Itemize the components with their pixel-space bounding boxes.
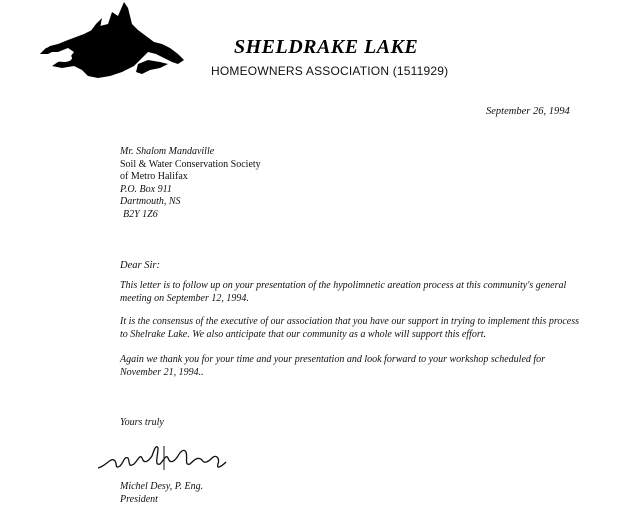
- signer-title: President: [120, 493, 158, 505]
- recipient-address: [120, 146, 261, 222]
- closing: Yours truly: [120, 417, 164, 428]
- letter-date: September 26, 1994: [486, 106, 570, 117]
- recipient-org-line2: of Metro Halifax: [120, 171, 188, 183]
- signer-block: [120, 481, 203, 506]
- signer-name: Michel Desy, P. Eng.: [120, 481, 204, 492]
- org-subtitle: HOMEOWNERS ASSOCIATION (1511929): [211, 64, 449, 78]
- goose-logo: [38, 2, 188, 84]
- recipient-name: Mr. Shalom Mandaville: [120, 146, 215, 157]
- recipient-po-box: P.O. Box 911: [120, 183, 172, 195]
- body-paragraph-2: It is the consensus of the executive of our association that you have our support in trying to implement this process to Shelrake Lake. We also anticipate that our community as a whole will support this effort.: [120, 316, 580, 340]
- recipient-city: Dartmouth, NS: [120, 196, 181, 208]
- body-paragraph-3: Again we thank you for your time and your presentation and look forward to your workshop scheduled for November 21, 1994..: [120, 354, 546, 378]
- salutation: Dear Sir:: [120, 260, 160, 271]
- body-paragraph-1: This letter is to follow up on your presentation of the hypolimnetic areation process at this community's general meeting on September 12, 1994.: [120, 280, 567, 304]
- recipient-org-line1: Soil & Water Conservation Society: [120, 158, 261, 170]
- recipient-postal: B2Y 1Z6: [123, 208, 158, 220]
- org-name: SHELDRAKE LAKE: [234, 36, 419, 58]
- signature: [94, 436, 244, 476]
